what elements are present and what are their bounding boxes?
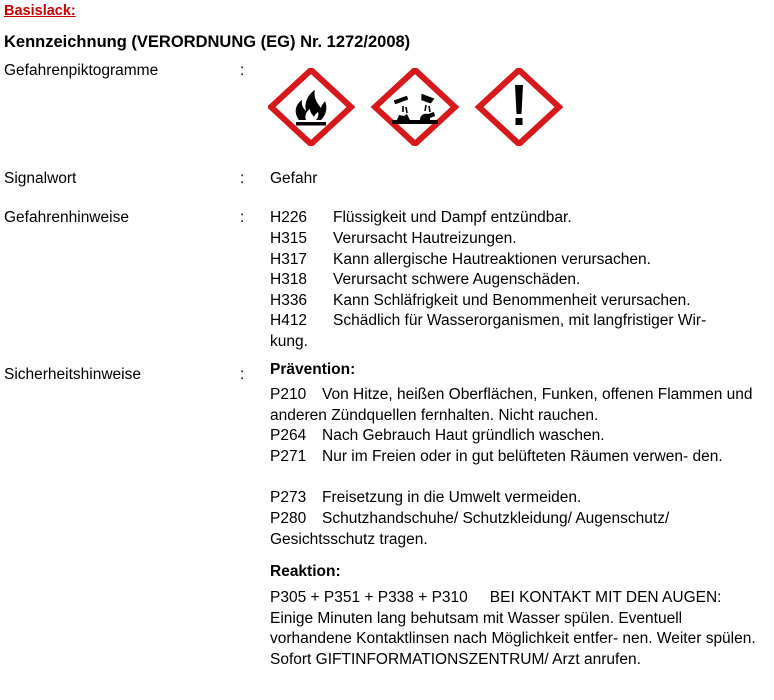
hazard-text: Flüssigkeit und Dampf entzündbar. — [333, 209, 572, 226]
hazard-code: H318 — [270, 271, 308, 288]
precaution-code: P273 — [270, 489, 307, 506]
precaution-text: Freisetzung in die Umwelt vermeiden. — [322, 489, 582, 506]
precaution-item — [270, 509, 765, 550]
hazard-text-continuation: kung. — [270, 333, 308, 350]
precaution-text: BEI KONTAKT MIT DEN AUGEN: Einige Minuten lang behutsam mit Wasser spülen. Eventuell vorhandene Kontaktlinsen nach Möglichkeit entfer- nen. Weiter spülen. Sofort GIFTINFORMATIONSZENTRUM/ Arzt anrufen. — [270, 589, 756, 668]
precautionary-colon: : — [240, 366, 245, 383]
precaution-code: P305 + P351 + P338 + P310 — [270, 589, 468, 606]
hazard-code: H315 — [270, 230, 308, 247]
prevention-heading: Prävention: — [270, 361, 356, 378]
hazard-code: H317 — [270, 251, 308, 268]
flame-icon — [271, 70, 351, 144]
precaution-code: P271 — [270, 448, 307, 465]
precaution-text: Von Hitze, heißen Oberflächen, Funken, offenen Flammen und anderen Zündquellen fernhalten. Nicht rauchen. — [270, 386, 753, 424]
precaution-item — [270, 588, 765, 670]
precaution-text: Schutzhandschuhe/ Schutzkleidung/ Augenschutz/ Gesichtsschutz tragen. — [270, 510, 670, 548]
precautionary-label: Sicherheitshinweise — [4, 366, 141, 383]
signal-word-colon: : — [240, 170, 245, 187]
signal-word-value: Gefahr — [270, 170, 318, 187]
section-label: Basislack: — [4, 3, 76, 19]
exclamation-icon — [479, 70, 559, 144]
hazard-text: Kann allergische Hautreaktionen verursachen. — [333, 251, 651, 268]
hazard-code: H226 — [270, 209, 308, 226]
pictograms-label: Gefahrenpiktogramme — [4, 62, 159, 79]
precaution-code: P264 — [270, 427, 307, 444]
hazard-code: H336 — [270, 292, 308, 309]
pictograms-colon: : — [240, 62, 245, 79]
precaution-item — [270, 488, 765, 509]
precaution-code: P210 — [270, 386, 307, 403]
reaction-heading: Reaktion: — [270, 563, 341, 580]
hazard-text: Kann Schläfrigkeit und Benommenheit verursachen. — [333, 292, 691, 309]
hazard-statements-colon: : — [240, 209, 245, 226]
precaution-text: Nur im Freien oder in gut belüfteten Räumen verwen- den. — [322, 448, 723, 465]
regulation-title: Kennzeichnung (VERORDNUNG (EG) Nr. 1272/2008) — [4, 33, 411, 51]
precaution-item — [270, 385, 765, 426]
precaution-code: P280 — [270, 510, 307, 527]
hazard-text: Verursacht Hautreizungen. — [333, 230, 517, 247]
precaution-item — [270, 447, 765, 468]
corrosion-icon — [375, 70, 455, 144]
hazard-text: Verursacht schwere Augenschäden. — [333, 271, 581, 288]
hazard-text: Schädlich für Wasserorganismen, mit langfristiger Wir- — [333, 312, 707, 329]
hazard-statements-label: Gefahrenhinweise — [4, 209, 129, 226]
precaution-text: Nach Gebrauch Haut gründlich waschen. — [322, 427, 605, 444]
hazard-code: H412 — [270, 312, 308, 329]
signal-word-label: Signalwort — [4, 170, 77, 187]
ghs-pictograms — [268, 68, 568, 146]
precaution-item — [270, 426, 765, 447]
